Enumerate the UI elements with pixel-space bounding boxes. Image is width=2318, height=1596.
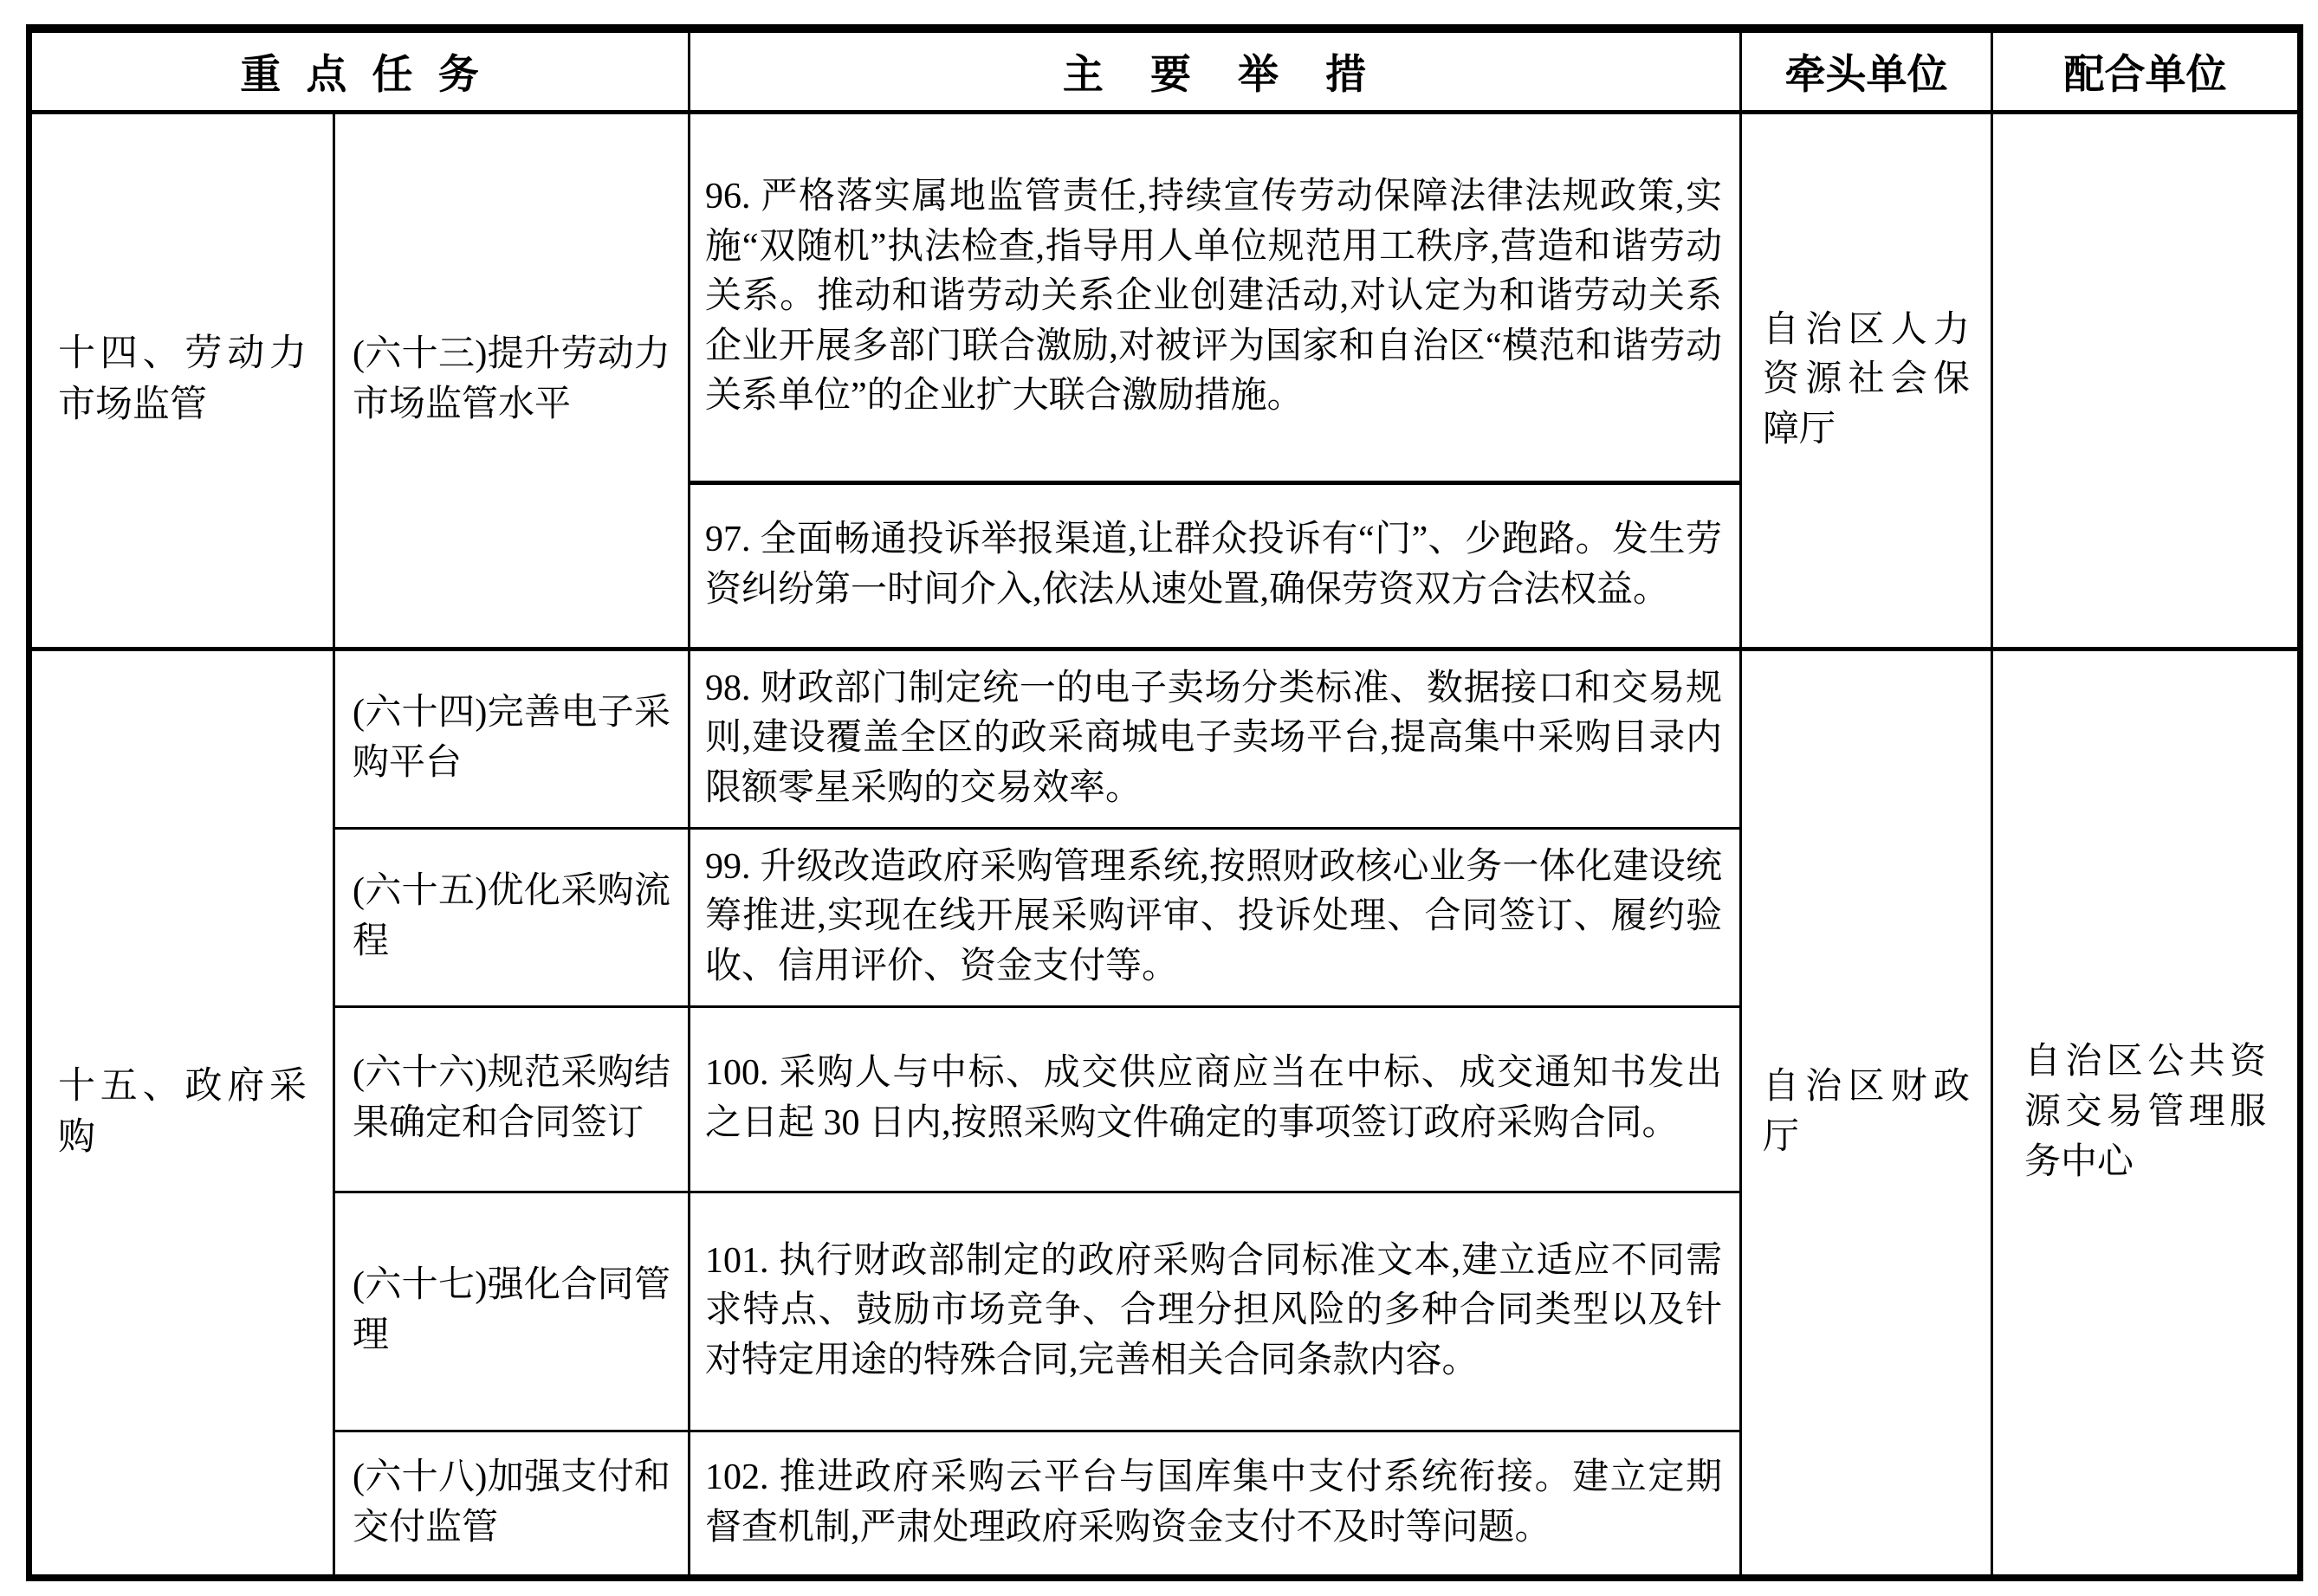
measure-cell-100: 100. 采购人与中标、成交供应商应当在中标、成交通知书发出之日起 30 日内,按照采购文件确定的事项签订政府采购合同。	[690, 1006, 1741, 1192]
action-plan-table	[26, 24, 2303, 1581]
lead-unit-cell-14: 自治区人力资源社会保障厅	[1741, 112, 1992, 649]
subtask-cell-67: (六十七)强化合同管理	[334, 1192, 690, 1431]
table-row	[29, 112, 2301, 482]
task-cell-14-labor-market: 十四、劳动力市场监管	[29, 112, 334, 649]
subtask-cell-63: (六十三)提升劳动力市场监管水平	[334, 112, 690, 649]
measure-cell-102: 102. 推进政府采购云平台与国库集中支付系统衔接。建立定期督查机制,严肃处理政府采购资金支付不及时等问题。	[690, 1431, 1741, 1578]
measure-cell-98: 98. 财政部门制定统一的电子卖场分类标准、数据接口和交易规则,建设覆盖全区的政采商城电子卖场平台,提高集中采购目录内限额零星采购的交易效率。	[690, 649, 1741, 828]
task-cell-15-government-procurement: 十五、政府采购	[29, 649, 334, 1578]
subtask-cell-66: (六十六)规范采购结果确定和合同签订	[334, 1006, 690, 1192]
header-key-tasks: 重点任务	[29, 29, 690, 112]
header-lead-unit: 牵头单位	[1741, 29, 1992, 112]
support-unit-cell-15: 自治区公共资源交易管理服务中心	[1992, 649, 2301, 1578]
subtask-cell-64: (六十四)完善电子采购平台	[334, 649, 690, 828]
measure-cell-101: 101. 执行财政部制定的政府采购合同标准文本,建立适应不同需求特点、鼓励市场竞争、合理分担风险的多种合同类型以及针对特定用途的特殊合同,完善相关合同条款内容。	[690, 1192, 1741, 1431]
header-support-unit: 配合单位	[1992, 29, 2301, 112]
header-main-measures: 主要举措	[690, 29, 1741, 112]
subtask-cell-65: (六十五)优化采购流程	[334, 828, 690, 1006]
support-unit-cell-14	[1992, 112, 2301, 649]
measure-cell-99: 99. 升级改造政府采购管理系统,按照财政核心业务一体化建设统筹推进,实现在线开展采购评审、投诉处理、合同签订、履约验收、信用评价、资金支付等。	[690, 828, 1741, 1006]
table-row	[29, 649, 2301, 828]
measure-cell-96: 96. 严格落实属地监管责任,持续宣传劳动保障法律法规政策,实施“双随机”执法检查,指导用人单位规范用工秩序,营造和谐劳动关系。推动和谐劳动关系企业创建活动,对认定为和谐劳动关系企业开展多部门联合激励,对被评为国家和自治区“模范和谐劳动关系单位”的企业扩大联合激励措施。	[690, 112, 1741, 482]
table-header-row	[29, 29, 2301, 112]
measure-cell-97: 97. 全面畅通投诉举报渠道,让群众投诉有“门”、少跑路。发生劳资纠纷第一时间介入,依法从速处置,确保劳资双方合法权益。	[690, 482, 1741, 649]
subtask-cell-68: (六十八)加强支付和交付监管	[334, 1431, 690, 1578]
lead-unit-cell-15: 自治区财政厅	[1741, 649, 1992, 1578]
